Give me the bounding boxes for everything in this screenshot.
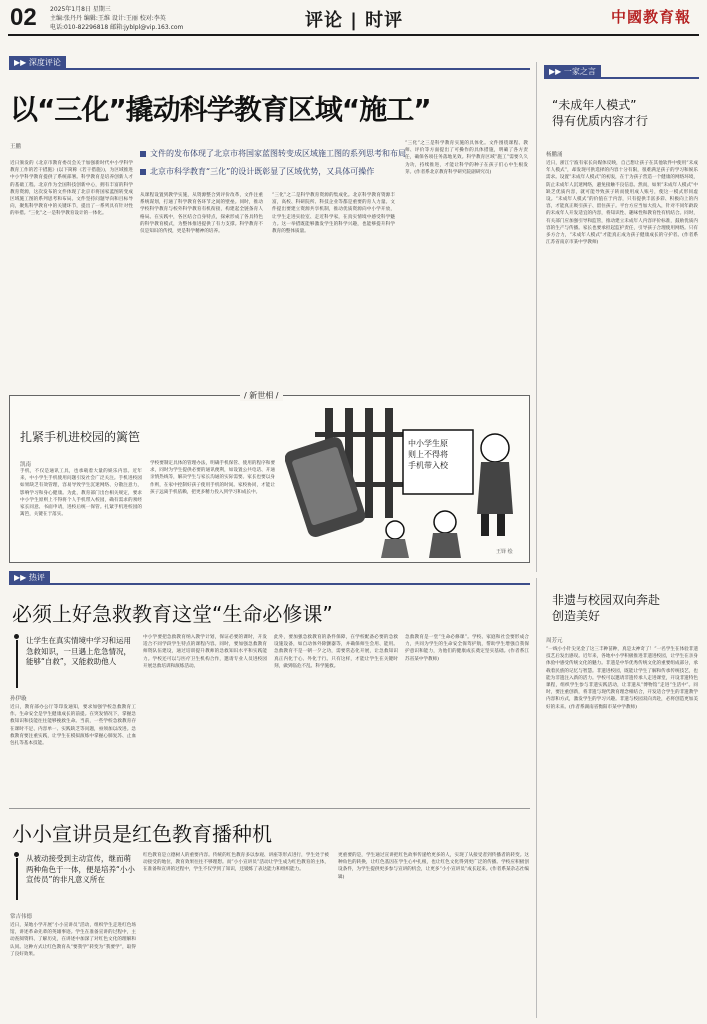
new-view-column-b: 学校要制定具体的管理办法，明确手机保管、使用的程序和要求，同时为学生提供必要的通讯便利，如设置公共电话、开通亲情热线等，解决学生与家长沟通的实际需要。家长也要以身作则，在家中控制好孩子使用手机的时间。家校协同，才能让孩子远离手机依赖，把更多精力投入到学习和成长中。	[150, 461, 275, 495]
red-column-3: 更重要的是，学生通过宣讲把红色故事传递给更多的人，实现了从接受者到传播者的转变。这种角色的转换，让红色基因在学生心中扎根，也让红色文化得到更广泛的传播。学校应积极创设条件，为学生提供更多参与宣讲的机会，让更多“小小宣讲员”成长起来。(作者系某杂志社编辑)	[338, 853, 529, 880]
sidebar-top-column: 近日，浙江宁波有家长向媒体反映，自己想让孩子在其他软件中使用“未成年人模式”，却发现可供选择的内容十分有限，很难满足孩子的学习和娱乐需求。设置“未成年人模式”的初衷，在于为孩子营造一个健康的网络环境，防止未成年人沉迷网络，避免接触不良信息。然而，如果“未成年人模式”中缺乏优质内容，就可能导致孩子转而使用成人账号，使这一模式形同虚设。“未成年人模式”的价值在于内容，只有提供丰富多彩、积极向上的内容，才能真正吸引孩子、留住孩子。平台方应当加大投入，针对不同年龄段的未成年人开发适宜的内容，将知识性、趣味性和教育性有机结合。同时，有关部门应加强引导和监管，推动建立未成年人内容评价标准，鼓励优质内容的生产与传播。家长也要承担起监护责任，引导孩子合理使用网络。只有多方合力，“未成年人模式”才能真正成为孩子健康成长的守护者。(作者系江苏省南京市某中学教师)	[546, 161, 698, 246]
red-pull-quote: 从被动接受到主动宣传，继而萌两种角色于一体，便是培养“小小宣传员”的非凡意义所在	[26, 854, 135, 884]
sidebar-bottom-author: 周芳元	[546, 638, 563, 644]
quote-bar	[16, 640, 18, 688]
date-line: 2025年1月8日 星期三	[50, 6, 111, 13]
red-headline: 小小宣讲员是红色教育播种机	[12, 822, 272, 846]
quote-dot-icon	[14, 634, 19, 639]
hot-column-3: 此外，要加强急救教育的条件保障，在学校配备必要的急救设施设备，如自动体外除颤器等，并确保师生会用、能用。急救教育不是一朝一夕之功，需要常态化开展，让急救知识真正内化于心、外化于行。只有这样，才能让学生在关键时刻，做到临危不乱、科学施救。	[274, 635, 398, 669]
red-column-1: 近日，某地小学开展“小小宣讲员”活动，组织学生走进红色场馆，讲述革命先辈的英雄事迹。学生在准备宣讲的过程中，主动查阅资料、了解历史，在讲述中加深了对红色文化的理解和认同。这种方式让红色教育从“要我学”转变为“我要学”，取得了良好效果。	[10, 923, 136, 957]
cartoon-sign-text: 中小学生原 则上不得将 手机带入校	[408, 439, 448, 470]
lead-author: 王鹏	[10, 144, 22, 150]
lead-column-3: “三化”之二是科学教育资源的集成化。北京科学教育资源丰富，高校、科研院所、科技企业等都是重要的育人力量。文件提出要建立资源共享机制，推动优质资源向中小学开放，让学生走进实验室、走近科学家，在真实情境中感受科学魅力。这一举措既能够激发学生的科学兴趣，也能够提升科学教育的整体质量。	[272, 193, 395, 235]
quote-bar	[16, 858, 18, 900]
masthead	[0, 0, 707, 36]
square-bullet-icon	[140, 151, 146, 157]
lead-tag-rule	[9, 68, 530, 70]
hot-column-4: 急救教育是一堂“生命必修课”。学校、家庭和社会要形成合力，共同为学生的生命安全保驾护航，帮助学生增强自我保护意识和能力，为他们的健康成长奠定坚实基础。(作者系江苏省某中学教师)	[405, 635, 529, 662]
sidebar-top-tag: ▶▶ 一家之言	[544, 65, 601, 78]
masthead-rule	[8, 34, 699, 36]
red-column-2: 红色教育是立德树人的重要内容。传统的红色教育多以参观、讲座等形式进行，学生处于被动接受的地位，教育效果往往不够理想。而“小小宣讲员”活动让学生成为红色教育的主体，在准备和宣讲的过程中，学生不仅学到了知识，还锻炼了表达能力和组织能力。	[143, 853, 329, 873]
contact-line: 电话:010-82296818 邮箱:jyblpl@vip.163.com	[50, 24, 184, 31]
sidebar-bottom-column: “一线小小针尖见金了这三丰种苗种，真是太神奇了！”一名学生在体验非遗技艺后发出感叹。近年来，各地中小学积极推进非遗进校园，让学生在亲身体验中感受传统文化的魅力。非遗是中华优秀传统文化的重要组成部分，承载着民族的记忆与智慧。非遗进校园，既能让学生了解和传承传统技艺，也能为非遗注入新的活力。学校可以邀请非遗传承人走进课堂，开设非遗特色课程，组织学生参与非遗实践活动，让非遗从“博物馆”走进“生活中”。同时，要注重创新，将非遗与现代教育理念相结合，开发适合学生的非遗教学内容和方式，激发学生的学习兴趣。非遗与校园双向奔赴，必将创造更加美好的未来。(作者系湖南省衡阳市某中学教师)	[546, 647, 698, 710]
arrow-icon: ▶▶	[14, 58, 27, 67]
summary-item: 北京市科学教育“三化”的设计既彰显了区域优势，又具体可操作	[140, 166, 425, 178]
hot-pull-quote: 让学生在真实情境中学习和运用急救知识，一旦遇上危急情况，能够“自救”，又能救助他人	[26, 636, 131, 666]
hot-column-1: 近日，教育部办公厅等印发通知，要求加强学校急救教育工作。生命安全是学生健康成长的前提。在突发情况下，掌握急救知识和技能往往能够挽救生命。当前，一些学校急救教育存在课时不足、内容单一、实践缺乏等问题，亟须加以改进。急救教育要注重实践，让学生在模拟演练中掌握心肺复苏、止血包扎等基本技能。	[10, 705, 136, 747]
hot-tag-rule	[9, 583, 530, 585]
arrow-icon: ▶▶	[549, 67, 562, 76]
sidebar-top-author: 杨鹏涌	[546, 152, 563, 158]
editor-line: 主编:张丹丹 编辑:王维 设计:王丽 校对:李英	[50, 15, 166, 22]
slash-icon: /	[273, 391, 279, 400]
new-view-column-a: 手机，不仅是通讯工具，也承载着大量的娱乐内容。近年来，中小学生手机使用问题引发社会广泛关注。手机进校园如果缺乏有效管理，容易导致学生沉迷网络、分散注意力，影响学习和身心健康。为此，教育部门出台相关规定，要求中小学生原则上不得将个人手机带入校园，确有需求的须经家长同意、书面申请，进校后统一保管。扎紧手机进校园的篱笆，关键在于落实。	[20, 469, 142, 518]
red-author: 常吉伟德	[10, 914, 33, 920]
lead-column-1: 近日颁发的《北京市教育委员会关于加强新时代中小学科学教育工作的若干措施》(以下简称《若干措施》)，为区域推进中小学科学教育提供了系统部署。科学教育是培养创新人才的基础工程。北京作为全国科技创新中心，拥有丰富的科学教育资源，这次发布的文件体现了北京市将国家蓝图转变成区域施工图的系列思考和布局。文件坚持问题导向和目标导向，聚焦科学教育中的关键环节，提出了一系列具有针对性的举措。“三化”之一是科学教育设计的一体化。	[10, 161, 133, 217]
cartoon-illustration	[285, 402, 525, 560]
section-title: 评论 | 时评	[305, 10, 404, 31]
lead-headline: 以“三化”撬动科学教育区域“施工”	[10, 93, 431, 126]
hot-column-2: 中小学要把急救教育纳入教学计划，保证必要的课时，开发适合不同学段学生特点的课程内容。同时，要加强急救教育师资队伍建设，通过培训提升教师的急救知识水平和实践能力。学校还可以与医疗卫生机构合作，邀请专业人员进校园开展急救培训和演练活动。	[143, 635, 267, 669]
new-view-author: 凯南	[20, 462, 32, 468]
sidebar-bottom-headline: 非遗与校园双向奔赴 创造美好	[552, 593, 661, 623]
summary-item: 文件的发布体现了北京市将国家蓝图转变成区域施工图的系列思考和布局	[140, 148, 425, 160]
sidebar-top-headline: “未成年人模式” 得有优质内容才行	[552, 98, 649, 128]
lead-tag-label: 深度评论	[28, 58, 61, 67]
quote-dot-icon	[14, 852, 19, 857]
masthead-meta	[50, 5, 250, 32]
lead-column-4: “三化”之三是科学教育实施的具体化。文件围绕课程、教师、评价等方面提出了可操作的具体措施，明确了各方责任，确保各项任务落地见效。科学教育区域“施工”需要久久为功，持续推进，才能让科学的种子在孩子们心中生根发芽。(作者系北京教育科学研究院副研究员)	[405, 141, 528, 175]
column-divider	[536, 62, 537, 572]
new-view-label: / 新世相 /	[240, 390, 283, 401]
hot-headline: 必须上好急救教育这堂“生命必修课”	[12, 602, 333, 626]
slash-icon: /	[244, 391, 250, 400]
hot-author: 孙伊璇	[10, 696, 27, 702]
lead-summary	[140, 148, 425, 178]
column-divider	[536, 578, 537, 1018]
newspaper-logo: 中國教育報	[610, 8, 691, 26]
lead-column-2: 从课程设置到教学实施，从资源整合到评价改革，文件注重系统谋划，打通了科学教育各环节之间的壁垒。同时，推动学校科学教育与校外科学教育有机衔接，构建起全链条育人格局。在实践中，各区结合自身特点，探索形成了各具特色的科学教育模式，为整体推进提供了有力支撑。科学教育不仅是知识的传授，更是科学精神的培养。	[140, 193, 263, 235]
sidebar-top-tag-rule	[544, 77, 699, 79]
new-view-title: 扎紧手机进校园的篱笆	[20, 430, 141, 444]
square-bullet-icon	[140, 169, 146, 175]
arrow-icon: ▶▶	[14, 573, 27, 582]
hot-tag: ▶▶ 热评	[9, 571, 50, 584]
cartoon-credit: 王铎 绘	[496, 549, 513, 555]
section-divider	[9, 808, 530, 809]
page-number: 02	[10, 4, 37, 31]
